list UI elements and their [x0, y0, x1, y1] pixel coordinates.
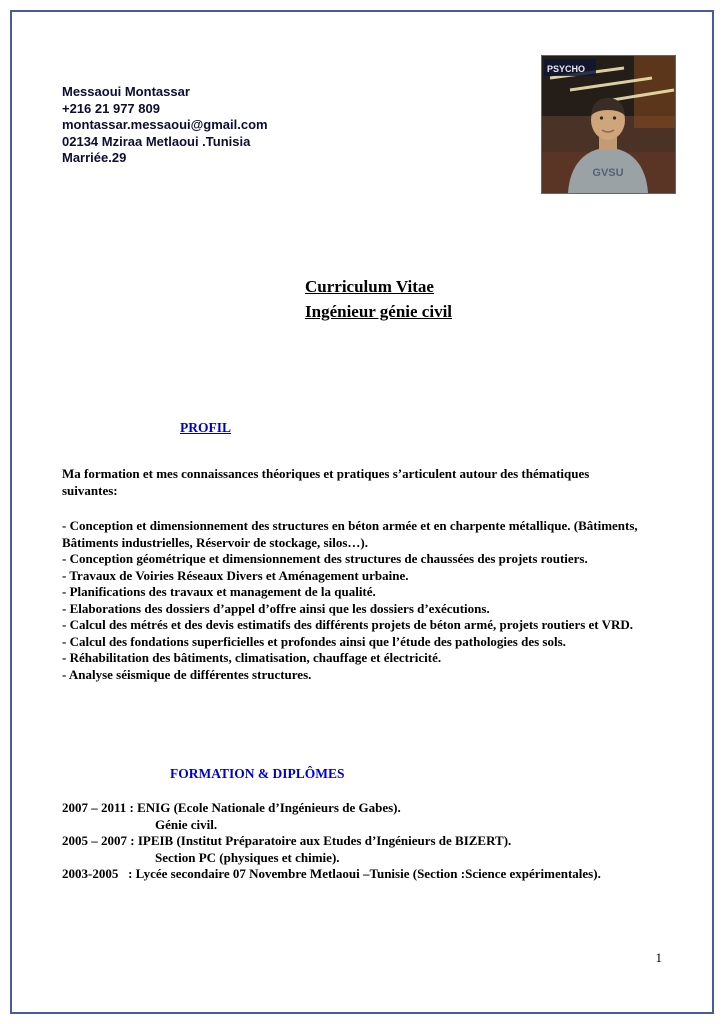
profile-photo-image: [542, 56, 675, 193]
title-line-2: Ingénieur génie civil: [305, 302, 453, 321]
formation-entry: Section PC (physiques et chimie).: [155, 849, 340, 865]
formation-heading: FORMATION & DIPLÔMES: [170, 766, 345, 781]
contact-email: montassar.messaoui@gmail.com: [62, 117, 268, 132]
profil-item: - Elaborations des dossiers d’appel d’offre ainsi que les dossiers d’exécutions.: [62, 600, 490, 616]
profil-items: [62, 518, 644, 683]
profil-heading: PROFIL: [180, 420, 232, 435]
profil-item: - Conception et dimensionnement des structures en béton armée et en charpente métallique. (Bâtiments, Bâtiments industrielles, Réservoir de stockage, silos…).: [62, 518, 638, 550]
profil-item: - Calcul des fondations superficielles et profondes ainsi que l’étude des pathologies des sols.: [62, 633, 566, 649]
profile-photo: [541, 55, 676, 194]
contact-phone: +216 21 977 809: [62, 100, 160, 116]
profil-item: - Réhabilitation des bâtiments, climatisation, chauffage et électricité.: [62, 650, 442, 665]
contact-status: Marriée.29: [62, 150, 127, 165]
photo-sign-text: PSYCHO: [547, 64, 586, 74]
formation-entry: Génie civil.: [155, 816, 218, 832]
contact-name: Messaoui Montassar: [62, 84, 190, 99]
profil-item: - Planifications des travaux et management de la qualité.: [62, 584, 376, 599]
formation-entry: 2007 – 2011 : ENIG (Ecole Nationale d’Ingénieurs de Gabes).: [62, 800, 401, 815]
profil-item: - Calcul des métrés et des devis estimatifs des différents projets de béton armé, projets routiers et VRD.: [62, 617, 634, 632]
formation-entry: 2005 – 2007 : IPEIB (Institut Préparatoire aux Etudes d’Ingénieurs de BIZERT).: [62, 833, 512, 848]
formation-block: [62, 800, 644, 883]
profil-item: - Conception géométrique et dimensionnement des structures de chaussées des projets routiers.: [62, 551, 588, 566]
page-number: 1: [655, 950, 662, 965]
document-title: [305, 274, 452, 324]
profil-item: - Analyse séismique de différentes structures.: [62, 666, 312, 682]
contact-address: 02134 Mziraa Metlaoui .Tunisia: [62, 133, 251, 149]
contact-block: [62, 84, 268, 167]
profil-intro: Ma formation et mes connaissances théoriques et pratiques s’articulent autour des thématiques suivantes:: [62, 466, 590, 498]
profil-item: - Travaux de Voiries Réseaux Divers et Aménagement urbaine.: [62, 567, 409, 583]
formation-entry: 2003-2005 : Lycée secondaire 07 Novembre Metlaoui –Tunisie (Section :Science expérimentales).: [62, 866, 601, 881]
photo-shirt-text: GVSU: [592, 167, 624, 179]
title-line-1: Curriculum Vitae: [305, 277, 434, 296]
